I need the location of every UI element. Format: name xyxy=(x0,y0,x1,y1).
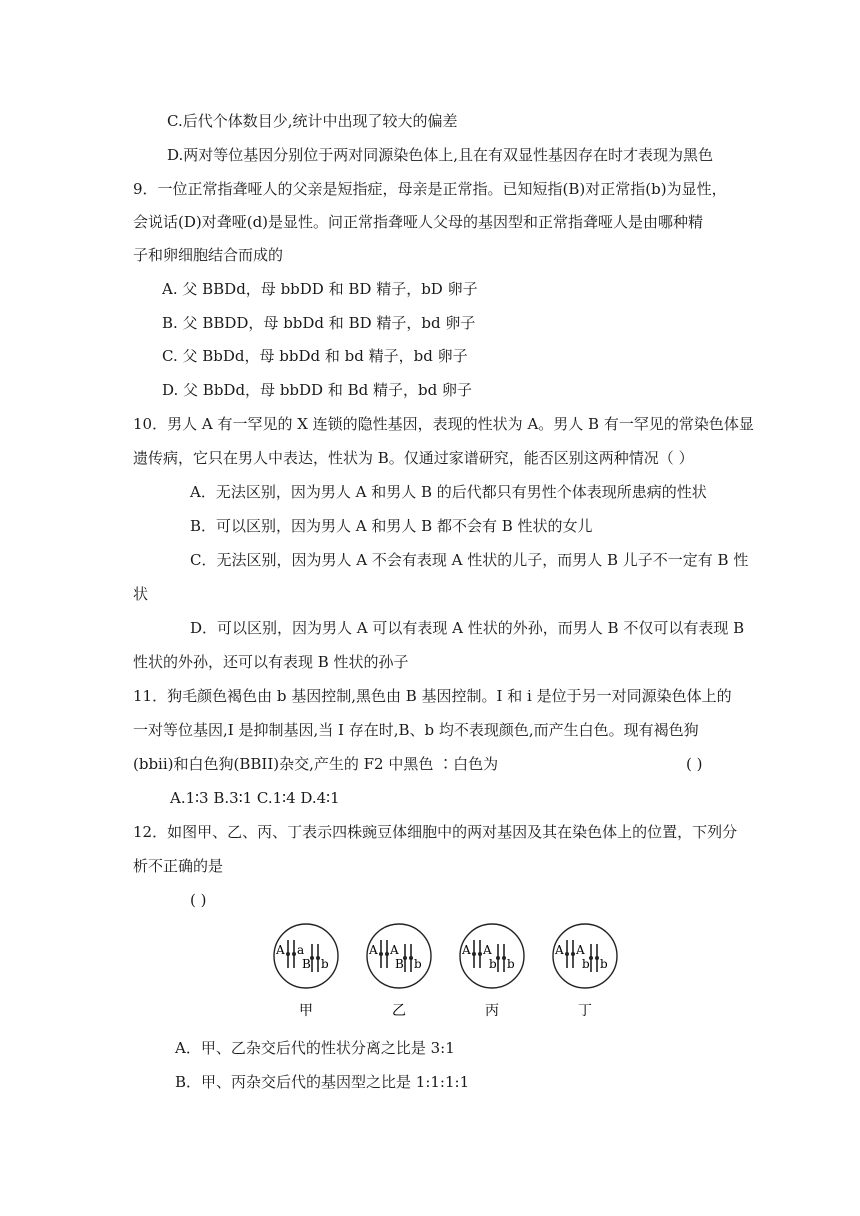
gene-label: b xyxy=(582,957,590,971)
q9-stem-line-2: 会说话(D)对聋哑(d)是显性。问正常指聋哑人父母的基因型和正常指聋哑人是由哪种精 xyxy=(133,213,704,231)
cell-label-yi: 乙 xyxy=(392,1003,406,1019)
q11-stem-line-3: (bbii)和白色狗(BBII)杂交,产生的 F2 中黑色 ∶白色为 xyxy=(133,755,499,773)
q9-option-b: B. 父 BBDD，母 bbDd 和 BD 精子，bd 卵子 xyxy=(162,314,476,332)
q9-stem-line-1: 9．一位正常指聋哑人的父亲是短指症，母亲是正常指。已知短指(B)对正常指(b)为显性， xyxy=(133,180,727,198)
gene-label: b xyxy=(600,957,608,971)
cell-bing xyxy=(460,924,524,1019)
gene-label: B xyxy=(395,957,404,971)
gene-label: b xyxy=(507,957,515,971)
gene-label: A xyxy=(555,943,564,957)
gene-label: a xyxy=(297,943,305,957)
q12-option-a: A．甲、乙杂交后代的性状分离之比是 3:1 xyxy=(175,1039,455,1057)
q10-option-a: A．无法区别，因为男人 A 和男人 B 的后代都只有男性个体表现所患病的性状 xyxy=(190,483,707,501)
q9-option-c: C. 父 BbDd，母 bbDd 和 bd 精子，bd 卵子 xyxy=(162,347,468,365)
cell-label-jia: 甲 xyxy=(299,1003,313,1019)
q10-option-c-line-1: C．无法区别，因为男人 A 不会有表现 A 性状的儿子，而男人 B 儿子不一定有 B 性 xyxy=(190,551,749,569)
q10-stem-line-1: 10．男人 A 有一罕见的 X 连锁的隐性基因，表现的性状为 A。男人 B 有一罕见的常染色体显 xyxy=(133,415,754,433)
gene-label: A xyxy=(462,943,471,957)
gene-label: B xyxy=(302,957,311,971)
q10-stem-line-2: 遗传病，它只在男人中表达，性状为 B。仅通过家谱研究，能否区别这两种情况（ ） xyxy=(133,449,694,467)
cell-yi xyxy=(367,924,431,1019)
q8-option-d: D.两对等位基因分别位于两对同源染色体上,且在有双显性基因存在时才表现为黑色 xyxy=(167,146,714,164)
q9-option-d: D. 父 BbDd，母 bbDD 和 Bd 精子，bd 卵子 xyxy=(162,381,472,399)
cell-label-ding: 丁 xyxy=(578,1003,592,1019)
q11-stem-line-1: 11．狗毛颜色褐色由 b 基因控制,黑色由 B 基因控制。I 和 i 是位于另一对同源染色体上的 xyxy=(133,687,732,705)
q11-stem-line-2: 一对等位基因,I 是抑制基因,当 I 存在时,B、b 均不表现颜色,而产生白色。现有褐色狗 xyxy=(133,721,699,739)
q12-option-b: B．甲、丙杂交后代的基因型之比是 1:1:1:1 xyxy=(175,1073,470,1091)
q10-option-c-line-2: 状 xyxy=(133,585,149,603)
q8-option-c: C.后代个体数目少,统计中出现了较大的偏差 xyxy=(167,112,458,130)
q11-answer-paren: ( ) xyxy=(686,755,703,773)
q9-option-a: A. 父 BBDd，母 bbDD 和 BD 精子，bD 卵子 xyxy=(162,280,478,298)
q11-options: A.1∶3 B.3∶1 C.1∶4 D.4∶1 xyxy=(170,789,340,807)
gene-label: b xyxy=(414,957,422,971)
cell-jia xyxy=(274,924,338,1019)
q12-stem-line-1: 12．如图甲、乙、丙、丁表示四株豌豆体细胞中的两对基因及其在染色体上的位置，下列分 xyxy=(133,823,738,841)
gene-label: b xyxy=(489,957,497,971)
q12-stem-line-2: 析不正确的是 xyxy=(133,857,224,875)
cell-ding xyxy=(553,924,617,1019)
chromosome-diagram xyxy=(268,918,628,1022)
q10-option-d-line-1: D．可以区别，因为男人 A 可以有表现 A 性状的外孙，而男人 B 不仅可以有表现 B xyxy=(190,619,745,637)
gene-label: A xyxy=(483,943,492,957)
q10-option-d-line-2: 性状的外孙，还可以有表现 B 性状的孙子 xyxy=(133,653,409,671)
gene-label: A xyxy=(276,943,285,957)
q10-option-b: B．可以区别，因为男人 A 和男人 B 都不会有 B 性状的女儿 xyxy=(190,517,593,535)
gene-label: b xyxy=(321,957,329,971)
gene-label: A xyxy=(390,943,399,957)
cell-label-bing: 丙 xyxy=(485,1003,499,1019)
gene-label: A xyxy=(576,943,585,957)
q12-answer-paren: ( ) xyxy=(190,891,207,909)
gene-label: A xyxy=(369,943,378,957)
q9-stem-line-3: 子和卵细胞结合而成的 xyxy=(133,246,284,264)
